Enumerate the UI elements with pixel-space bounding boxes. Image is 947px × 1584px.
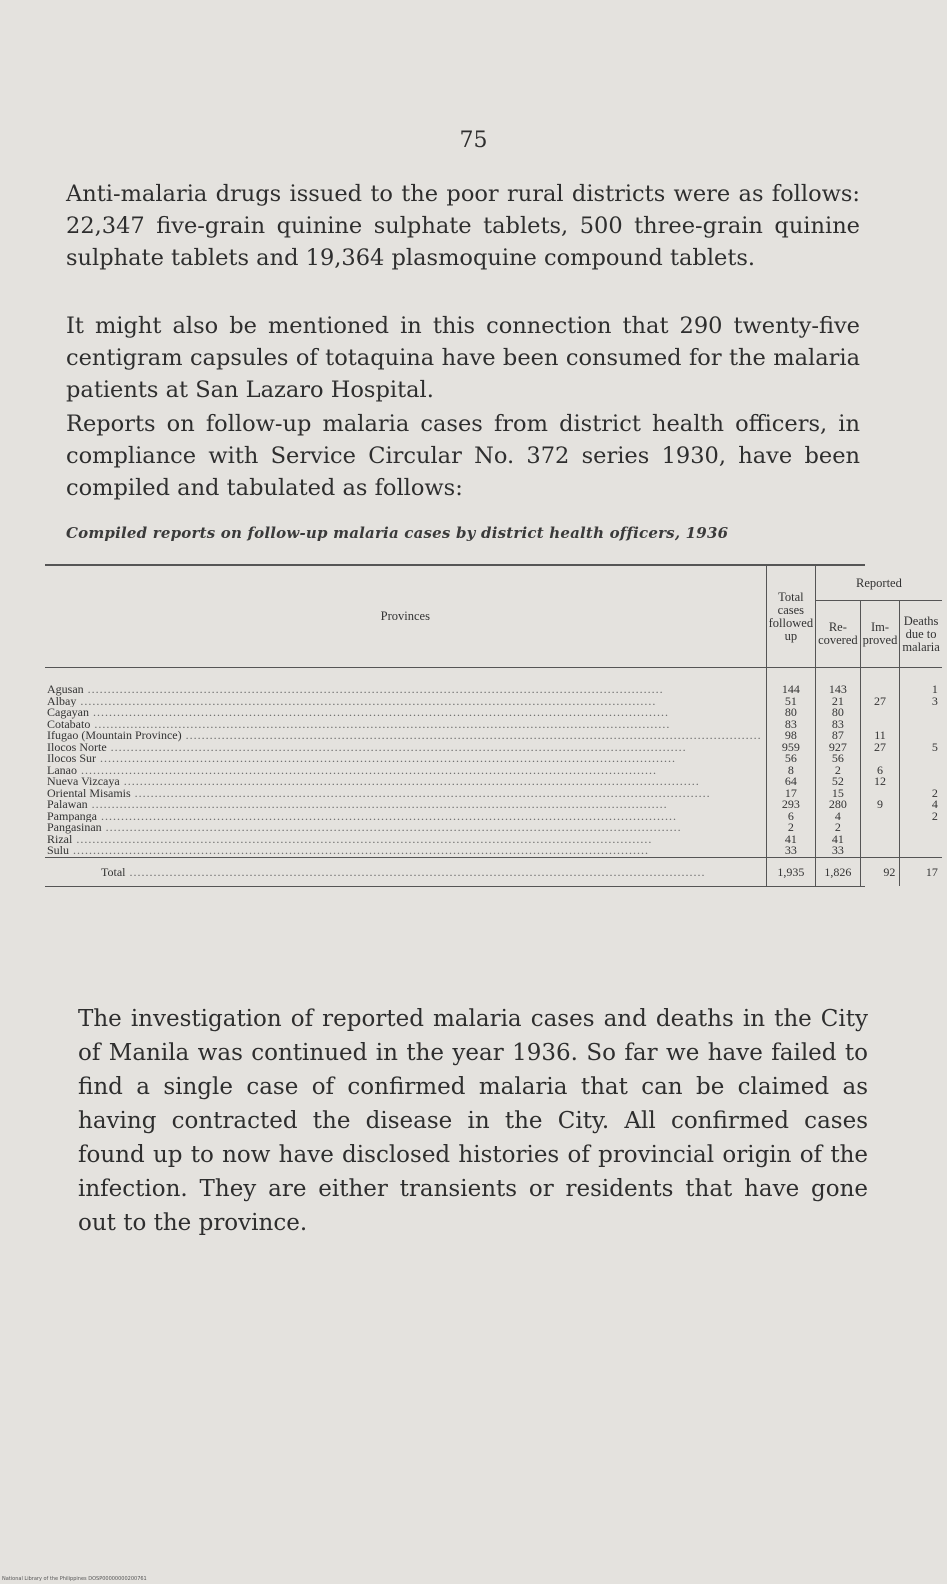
- cell-province: Cagayan .....: [45, 707, 766, 719]
- cell-recovered: 87: [816, 730, 861, 742]
- paragraph-follow-up-reports: Reports on follow-up malaria cases from district health officers, in compliance with Service Circular No. 372 series 1930, have been compiled and tabulated as follows:: [66, 411, 860, 501]
- table-row: [45, 719, 942, 731]
- cell-deaths: 2: [900, 811, 942, 823]
- cell-recovered: 927: [816, 742, 861, 754]
- malaria-table: [45, 564, 940, 887]
- cell-total: 64: [766, 776, 815, 788]
- cell-improved: 11: [860, 730, 900, 742]
- table-row: [45, 845, 942, 857]
- cell-recovered: 2: [816, 822, 861, 834]
- table-row: [45, 788, 942, 800]
- cell-total: 2: [766, 822, 815, 834]
- cell-deaths: [900, 753, 942, 765]
- cell-recovered: 280: [816, 799, 861, 811]
- cell-improved: 27: [860, 742, 900, 754]
- table-row: [45, 742, 942, 754]
- cell-province: Agusan .....: [45, 668, 766, 696]
- table-row: [45, 799, 942, 811]
- cell-total: 80: [766, 707, 815, 719]
- cell-recovered: 83: [816, 719, 861, 731]
- cell-recovered: 56: [816, 753, 861, 765]
- cell-recovered: 143: [816, 668, 861, 696]
- cell-total: 41: [766, 834, 815, 846]
- cell-recovered: 41: [816, 834, 861, 846]
- cell-total-total: 1,935: [766, 857, 815, 886]
- cell-province: Pampanga .....: [45, 811, 766, 823]
- cell-deaths: 1: [900, 668, 942, 696]
- cell-deaths: [900, 822, 942, 834]
- cell-province: Oriental Misamis .....: [45, 788, 766, 800]
- cell-total: 6: [766, 811, 815, 823]
- cell-recovered: 52: [816, 776, 861, 788]
- cell-province: Ilocos Norte .....: [45, 742, 766, 754]
- table-row: [45, 811, 942, 823]
- table-row: [45, 668, 942, 696]
- table-body: [45, 668, 942, 886]
- table-row: [45, 753, 942, 765]
- cell-total: 33: [766, 845, 815, 857]
- table-row: [45, 834, 942, 846]
- table-row: [45, 776, 942, 788]
- table-bottom-rule: [45, 886, 865, 887]
- cell-total: 98: [766, 730, 815, 742]
- cell-deaths: 5: [900, 742, 942, 754]
- cell-improved: [860, 822, 900, 834]
- cell-province: Ilocos Sur .....: [45, 753, 766, 765]
- paragraph-anti-malaria-drugs: Anti-malaria drugs issued to the poor rural districts were as follows: 22,347 five-grain quinine sulphate tablets, 500 three-grain quinine sulphate tablets and 19,364 plasmoquine compound tablets.: [66, 181, 860, 271]
- cell-deaths: 4: [900, 799, 942, 811]
- cell-province: Ifugao (Mountain Province) .....: [45, 730, 766, 742]
- cell-recovered: 33: [816, 845, 861, 857]
- cell-province: Lanao .....: [45, 765, 766, 777]
- cell-deaths: [900, 719, 942, 731]
- cell-total: 83: [766, 719, 815, 731]
- header-total: Total cases followed up: [766, 566, 815, 668]
- cell-total: 17: [766, 788, 815, 800]
- cell-recovered: 21: [816, 696, 861, 708]
- header-recovered: Re-covered: [816, 601, 861, 668]
- table-row: [45, 696, 942, 708]
- cell-deaths: [900, 834, 942, 846]
- cell-province: Rizal .....: [45, 834, 766, 846]
- cell-total-deaths: 17: [900, 857, 942, 886]
- cell-total: 959: [766, 742, 815, 754]
- cell-province: Palawan .....: [45, 799, 766, 811]
- cell-deaths: [900, 707, 942, 719]
- cell-total: 293: [766, 799, 815, 811]
- table-row: [45, 707, 942, 719]
- cell-improved: [860, 668, 900, 696]
- cell-deaths: 3: [900, 696, 942, 708]
- cell-deaths: [900, 845, 942, 857]
- cell-deaths: 2: [900, 788, 942, 800]
- cell-total: 144: [766, 668, 815, 696]
- cell-improved: 27: [860, 696, 900, 708]
- header-improved: Im-proved: [860, 601, 900, 668]
- paragraph-manila-investigation: The investigation of reported malaria cases and deaths in the City of Manila was continued in the year 1936. So far we have failed to find a single case of confirmed malaria that can be claimed as having contracted the disease in the City. All confirmed cases found up to now have disclosed histories of provincial origin of the infection. They are either transients or residents that have gone out to the province.: [78, 1006, 868, 1236]
- cell-improved: 12: [860, 776, 900, 788]
- cell-improved: 6: [860, 765, 900, 777]
- cell-recovered: 4: [816, 811, 861, 823]
- cell-total: 51: [766, 696, 815, 708]
- cell-total-label: Total .....: [45, 857, 766, 886]
- footer-library-note: National Library of the Philippines DOSP00000000200761: [2, 1576, 147, 1582]
- page-number: 75: [459, 128, 488, 153]
- cell-total-improved: 92: [860, 857, 900, 886]
- header-reported: Reported: [816, 566, 942, 601]
- paragraph-totaquina: It might also be mentioned in this connection that 290 twenty-five centigram capsules of totaquina have been consumed for the malaria patients at San Lazaro Hospital.: [66, 313, 860, 403]
- cell-improved: [860, 811, 900, 823]
- cell-province: Albay .....: [45, 696, 766, 708]
- cell-improved: [860, 845, 900, 857]
- table-total-row: [45, 857, 942, 886]
- header-provinces: Provinces: [45, 566, 766, 668]
- cell-total: 8: [766, 765, 815, 777]
- cell-deaths: [900, 765, 942, 777]
- cell-total: 56: [766, 753, 815, 765]
- cell-province: Cotabato .....: [45, 719, 766, 731]
- cell-province: Pangasinan .....: [45, 822, 766, 834]
- cell-recovered: 15: [816, 788, 861, 800]
- table-caption: Compiled reports on follow-up malaria cases by district health officers, 1936: [66, 524, 729, 542]
- cell-recovered: 2: [816, 765, 861, 777]
- cell-recovered: 80: [816, 707, 861, 719]
- cell-total-recovered: 1,826: [816, 857, 861, 886]
- table-row: [45, 765, 942, 777]
- table-row: [45, 822, 942, 834]
- header-deaths: Deaths due to malaria: [900, 601, 942, 668]
- cell-improved: [860, 834, 900, 846]
- cell-province: Nueva Vizcaya .....: [45, 776, 766, 788]
- cell-improved: 9: [860, 799, 900, 811]
- cell-improved: [860, 707, 900, 719]
- cell-province: Sulu .....: [45, 845, 766, 857]
- table-row: [45, 730, 942, 742]
